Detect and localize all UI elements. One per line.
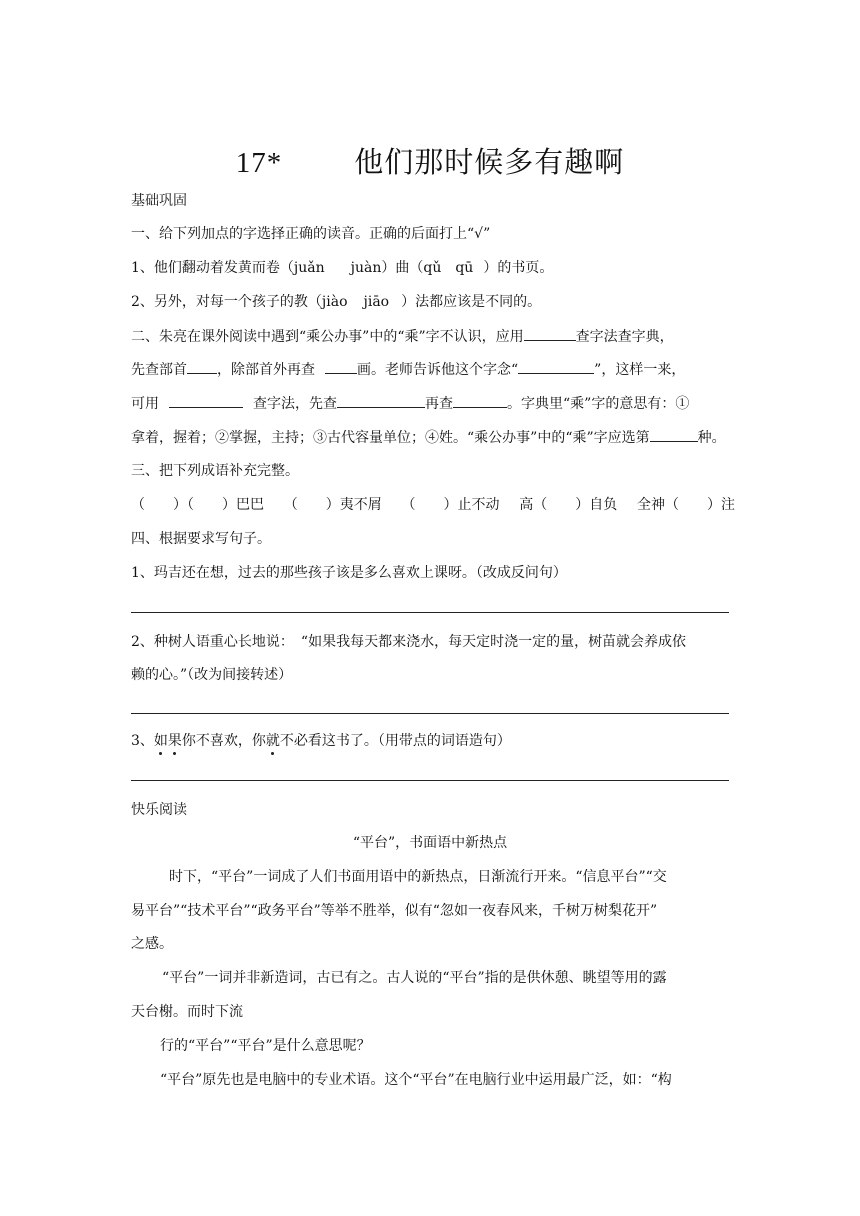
answer-blank[interactable] <box>524 326 576 341</box>
idiom-item: （ ）（ ）巴巴 <box>131 497 264 513</box>
q4-heading: 四、根据要求写句子。 <box>131 531 271 547</box>
reading-paragraph-1-line-3: 之感。 <box>131 936 173 952</box>
q1-heading: 一、给下列加点的字选择正确的读音。正确的后面打上“√” <box>131 226 491 242</box>
reading-title: “平台”，书面语中新热点 <box>352 835 508 851</box>
reading-paragraph-2-line-2: 天台榭。而时下流 <box>131 1004 243 1020</box>
answer-blank[interactable] <box>169 393 243 408</box>
answer-blank[interactable] <box>650 427 698 442</box>
q4-sentence-3: 3、如果你不喜欢，你就不必看这书了。（用带点的词语造句） <box>131 733 511 749</box>
answer-line[interactable] <box>131 713 729 714</box>
reading-paragraph-4-line-1: “平台”原先也是电脑中的专业术语。这个“平台”在电脑行业中运用最广泛，如：“构 <box>160 1072 672 1088</box>
dotted-character: 如 <box>153 733 168 749</box>
answer-line[interactable] <box>131 780 729 781</box>
q3-idiom-list <box>131 495 735 515</box>
answer-blank[interactable] <box>325 359 357 374</box>
q2-line-1: 二、朱亮在课外阅读中遇到“乘公办事”中的“乘”字不认识，应用 查字法查字典， <box>131 326 674 347</box>
answer-blank[interactable] <box>518 359 594 374</box>
q1-item-1: 1、他们翻动着发黄而卷（juǎn juàn）曲（qǔ qū ）的书页。 <box>131 260 554 276</box>
answer-blank[interactable] <box>337 393 425 408</box>
reading-paragraph-1-line-2: 易平台”“技术平台”“政务平台”等举不胜举，似有“忽如一夜春风来，千树万树梨花开” <box>131 903 658 919</box>
idiom-item: 全神（ ）注 <box>637 497 735 513</box>
idiom-item: （ ）止不动 <box>401 497 500 513</box>
answer-blank[interactable] <box>453 393 507 408</box>
dotted-character: 就 <box>265 733 280 749</box>
answer-line[interactable] <box>131 612 729 613</box>
q1-item-2: 2、另外，对每一个孩子的教（jiào jiāo ）法都应该是不同的。 <box>131 294 542 310</box>
section-basic-heading: 基础巩固 <box>131 193 187 209</box>
reading-paragraph-2-line-1: “平台”一词并非新造词，古已有之。古人说的“平台”指的是供休憩、眺望等用的露 <box>162 970 667 986</box>
answer-blank[interactable] <box>187 359 217 374</box>
section-reading-heading: 快乐阅读 <box>131 802 187 818</box>
q4-sentence-2-line-1: 2、种树人语重心长地说： “如果我每天都来浇水，每天定时浇一定的量，树苗就会养成依 <box>131 634 687 650</box>
idiom-item: 高（ ）自负 <box>519 497 618 513</box>
lesson-title: 他们那时候多有趣啊 <box>354 145 625 179</box>
lesson-number: 17* <box>235 147 283 179</box>
reading-paragraph-1-line-1: 时下，“平台”一词成了人们书面用语中的新热点，日渐流行开来。“信息平台”“交 <box>169 869 667 885</box>
idiom-item: （ ）夷不屑 <box>283 497 382 513</box>
page-title <box>0 140 860 181</box>
q2-line-2: 先查部首 ，除部首外再查 画。老师告诉他这个字念“ ”，这样一来， <box>131 359 685 380</box>
q3-heading: 三、把下列成语补充完整。 <box>131 463 299 479</box>
dotted-character: 果 <box>167 733 182 749</box>
q2-line-3: 可用 查字法，先查 再查 。字典里“乘”字的意思有：① <box>131 393 689 414</box>
q4-sentence-2-line-2: 赖的心。”（改为间接转述） <box>131 667 293 683</box>
reading-paragraph-3-line-1: 行的“平台”“平台”是什么意思呢？ <box>160 1038 371 1054</box>
q2-line-4: 拿着，握着；②掌握，主持；③古代容量单位；④姓。“乘公办事”中的“乘”字应选第 种。 <box>131 427 726 448</box>
q4-sentence-1: 1、玛吉还在想，过去的那些孩子该是多么喜欢上课呀。（改成反问句） <box>131 565 567 581</box>
